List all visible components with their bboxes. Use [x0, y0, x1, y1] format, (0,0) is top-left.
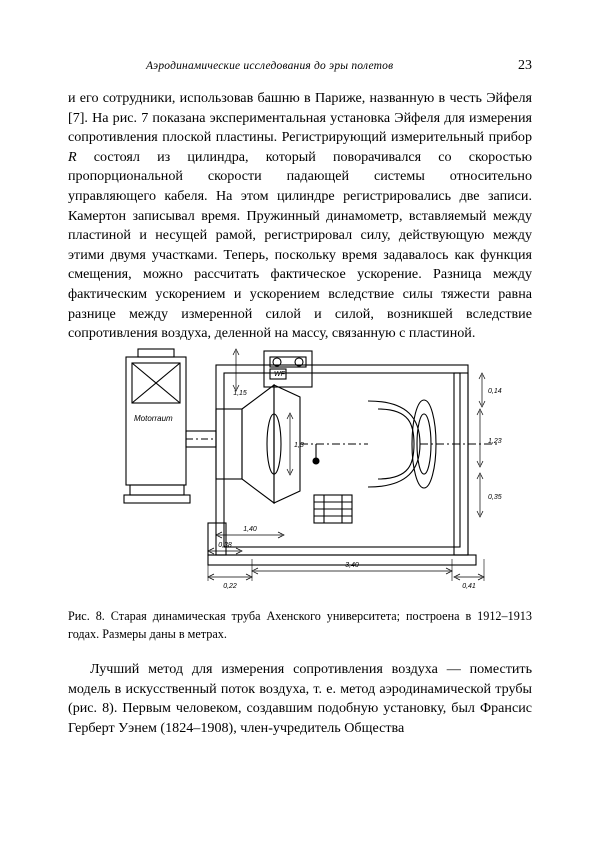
page-header [68, 58, 532, 74]
page-number: 23 [518, 58, 532, 73]
figure-dim-014: 0,14 [488, 388, 502, 395]
figure-dim-13: 1,3 [294, 442, 304, 449]
figure-dim-035: 0,35 [488, 494, 502, 501]
paragraph-second: Лучший метод для измерения сопротивления воздуха — поместить модель в искусственный поток воздуха, т. е. метод аэродинамической трубы (рис. 8). Первым человеком, создавшим подобную установку, был Франсис Герберт Уэнем (1824–1908), член-учредитель Общества [68, 661, 532, 736]
figure-caption: Рис. 8. Старая динамическая труба Аxенского университета; построена в 1912–1913 годах. Размеры даны в метрах. [68, 609, 532, 641]
paragraph-main [68, 89, 532, 344]
symbol-R: R [68, 148, 77, 165]
figure-label-motor-room: Motorraum [134, 414, 173, 423]
figure-dim-115: 1,15 [233, 390, 247, 397]
figure-label-wf: WF [274, 371, 285, 378]
figure-dim-340: 3,40 [345, 562, 359, 569]
figure-dim-123: 1,23 [488, 438, 502, 445]
figure-dim-022: 0,22 [223, 583, 237, 590]
figure-dim-041: 0,41 [462, 583, 476, 590]
paragraph-main-part2: состоял из цилиндра, который поворачивался со скоростью пропорциональной скорости падающей системы относительно управляющего кабеля. На этом цилиндре регистрировались две записи. Камертон записывал время. Пружинный динамометр, вставляемый между пластиной и несущей рамой, регистрировал силу, действующую между этими двумя участками. Теперь, поскольку время задавалось как функция смещения, можно рассчитать фактическое ускорение. Разница между фактическим ускорением и ускорением вследствие силы тяжести равна разнице между измеренной силой и силой, возникшей вследствие сопротивления воздуха, деленной на массу, связанную с пластиной. [68, 148, 532, 342]
figure-8-image [68, 345, 532, 600]
running-title: Аэродинамические исследования до эры полетов [146, 60, 394, 72]
paragraph-main-part1: и его сотрудники, использовав башню в Париже, названную в честь Эйфеля [7]. На рис. 7 показана экспериментальная установка Эйфеля для измерения сопротивления плоской пластины. Регистрирующий измерительный прибор [68, 90, 532, 146]
figure-dim-038: 0,38 [218, 542, 232, 549]
figure-dim-140: 1,40 [243, 526, 257, 533]
